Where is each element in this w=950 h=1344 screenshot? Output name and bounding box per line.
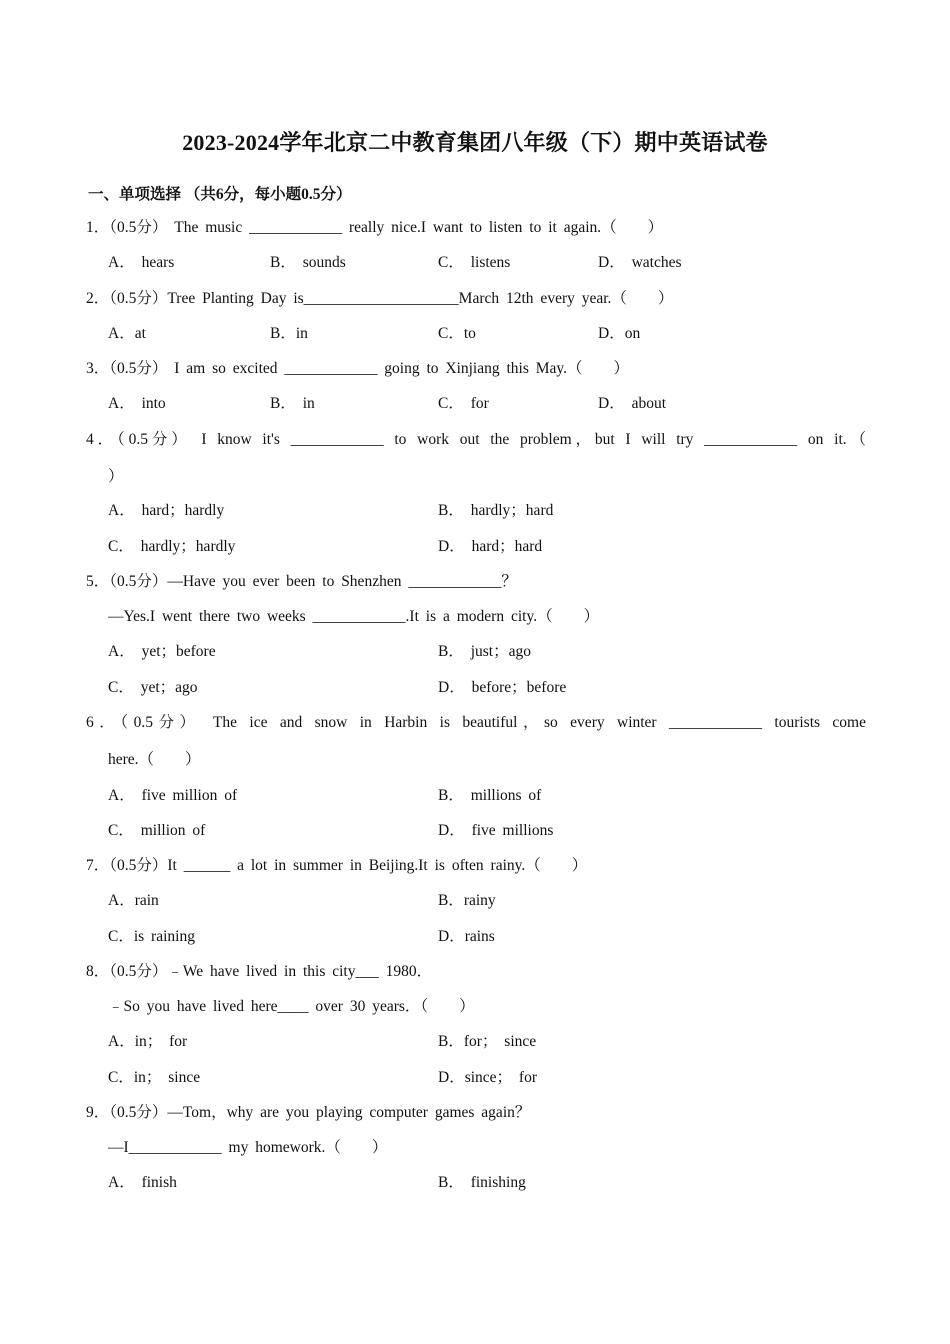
answer-option: B．for； since — [438, 1033, 537, 1050]
answer-option: D． hard；hard — [438, 538, 543, 555]
answer-option: C． million of — [108, 822, 206, 839]
answer-option: A．in； for — [108, 1033, 188, 1050]
answer-option: B．rainy — [438, 892, 496, 909]
answer-option: B． sounds — [270, 254, 346, 271]
section-heading: 一、单项选择 （共6分，每小题0.5分） — [88, 186, 352, 203]
question-stem: 4．（0.5分） I know it's ____________ to work out the problem，but I will try ____________ on it.（ — [86, 431, 866, 448]
question-stem: 3．（0.5分） I am so excited ____________ going to Xinjiang this May.（ ） — [86, 360, 630, 377]
question-continuation: ） — [108, 468, 124, 485]
answer-option: A．rain — [108, 892, 159, 909]
answer-option: B． finishing — [438, 1174, 526, 1191]
answer-option: A． yet；before — [108, 643, 216, 660]
question-stem: 8．（0.5分）﹣We have lived in this city___ 1980． — [86, 963, 433, 980]
answer-option: C．to — [438, 325, 476, 342]
answer-option: B． hardly；hard — [438, 502, 554, 519]
answer-option: A． into — [108, 395, 166, 412]
answer-option: B． millions of — [438, 787, 542, 804]
answer-option: D． watches — [598, 254, 682, 271]
question-stem: 2．（0.5分）Tree Planting Day is____________________March 12th every year.（ ） — [86, 290, 674, 307]
answer-option: C． listens — [438, 254, 511, 271]
exam-title: 2023-2024学年北京二中教育集团八年级（下）期中英语试卷 — [182, 130, 768, 155]
answer-option: A．at — [108, 325, 146, 342]
question-stem: 1．（0.5分） The music ____________ really nice.I want to listen to it again.（ ） — [86, 219, 664, 236]
question-continuation: ﹣So you have lived here____ over 30 years．（ ） — [108, 998, 475, 1015]
answer-option: A． hears — [108, 254, 175, 271]
answer-option: B． just；ago — [438, 643, 531, 660]
answer-option: C． hardly；hardly — [108, 538, 236, 555]
answer-option: D．since； for — [438, 1069, 537, 1086]
answer-option: D．rains — [438, 928, 495, 945]
answer-option: B．in — [270, 325, 308, 342]
question-continuation: —I____________ my homework.（ ） — [108, 1139, 388, 1156]
answer-option: C． yet；ago — [108, 679, 198, 696]
answer-option: D．on — [598, 325, 641, 342]
answer-option: A． finish — [108, 1174, 177, 1191]
question-stem: 6．（0.5分） The ice and snow in Harbin is beautiful，so every winter ____________ tourists come — [86, 714, 866, 731]
question-stem: 5．（0.5分）—Have you ever been to Shenzhen ____________？ — [86, 573, 517, 590]
answer-option: D． before；before — [438, 679, 567, 696]
answer-option: A． five million of — [108, 787, 238, 804]
question-continuation: —Yes.I went there two weeks ____________.It is a modern city.（ ） — [108, 608, 600, 625]
answer-option: A． hard；hardly — [108, 502, 225, 519]
answer-option: B． in — [270, 395, 315, 412]
question-continuation: here.（ ） — [108, 751, 201, 768]
answer-option: D． about — [598, 395, 667, 412]
question-stem: 9．（0.5分）—Tom，why are you playing computer games again？ — [86, 1104, 531, 1121]
answer-option: C．is raining — [108, 928, 195, 945]
answer-option: C． for — [438, 395, 489, 412]
answer-option: D． five millions — [438, 822, 554, 839]
question-stem: 7．（0.5分）It ______ a lot in summer in Beijing.It is often rainy.（ ） — [86, 857, 588, 874]
answer-option: C．in； since — [108, 1069, 201, 1086]
